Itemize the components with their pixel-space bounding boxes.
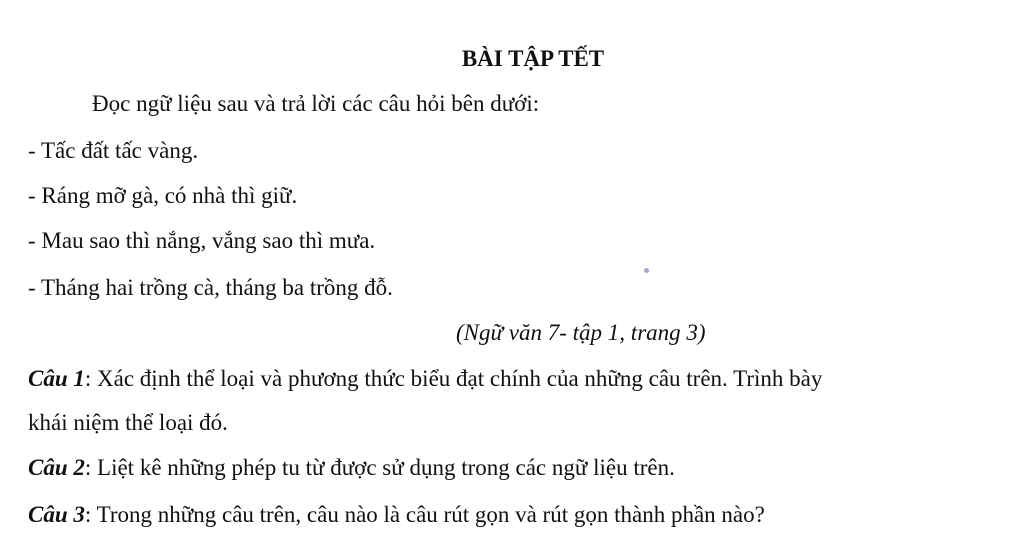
proverb-4: - Tháng hai trồng cà, tháng ba trồng đỗ.	[28, 275, 393, 300]
proverb-1: - Tấc đất tấc vàng.	[28, 138, 199, 163]
question-2	[28, 453, 675, 483]
instruction-text: Đọc ngữ liệu sau và trả lời các câu hỏi bên dưới:	[92, 91, 540, 116]
question-1-text: : Xác định thể loại và phương thức biểu đạt chính của những câu trên. Trình bày	[84, 366, 823, 391]
question-1-continuation: khái niệm thể loại đó.	[28, 410, 228, 435]
question-3-text: : Trong những câu trên, câu nào là câu rút gọn và rút gọn thành phần nào?	[84, 502, 765, 527]
question-2-text: : Liệt kê những phép tu từ được sử dụng trong các ngữ liệu trên.	[84, 455, 675, 480]
question-2-label: Câu 2	[28, 455, 85, 480]
document-title: BÀI TẬP TẾT	[461, 46, 605, 71]
proverb-3: - Mau sao thì nắng, vắng sao thì mưa.	[28, 228, 376, 253]
question-3	[28, 500, 765, 530]
source-citation: (Ngữ văn 7- tập 1, trang 3)	[456, 320, 706, 345]
question-1-label: Câu 1	[28, 366, 85, 391]
question-3-label: Câu 3	[28, 502, 85, 527]
question-1	[28, 364, 822, 394]
proverb-2: - Ráng mỡ gà, có nhà thì giữ.	[28, 183, 298, 208]
stray-dot	[644, 268, 649, 273]
